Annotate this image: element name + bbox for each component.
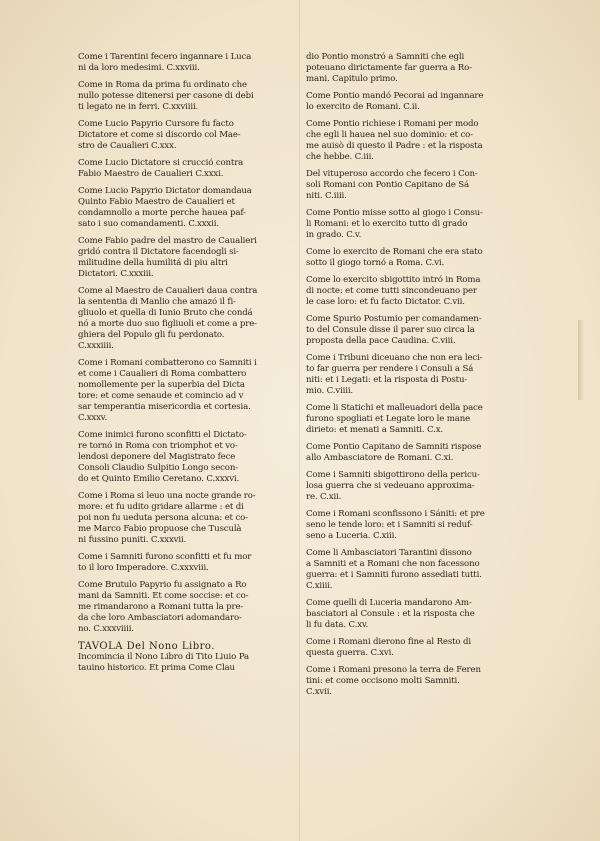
toc-entry-line: nullo potesse ditenersi per casone di debi: [78, 91, 254, 101]
toc-entry-line: Consoli Claudio Sulpitio Longo secon-: [78, 463, 238, 473]
toc-entry-line: furono spogliati et Legate loro le mane: [306, 414, 471, 424]
toc-entry-line: sato i suo comandamenti. C.xxxii.: [78, 219, 219, 229]
toc-entry-line: niti. C.iiii.: [306, 191, 347, 201]
toc-entry: [306, 91, 512, 113]
toc-entry-line: proposta della pace Caudina. C.viii.: [306, 336, 456, 346]
toc-entry-line: no. C.xxxviiii.: [78, 624, 134, 634]
toc-entry-line: Come Lucio Dictatore si crucció contra: [78, 158, 244, 168]
toc-entry: [306, 208, 512, 241]
incipit-line: Incomincia il Nono Libro di Tito Liuio Pa: [78, 652, 249, 662]
toc-entry: [306, 637, 512, 659]
toc-entry-line: Come inimici furono sconfitti el Dictato-: [78, 430, 247, 440]
toc-entry: [306, 548, 512, 592]
toc-entry-line: Come al Maestro de Caualieri daua contra: [78, 286, 258, 296]
toc-entry-line: Come Spurio Postumio per comandamen-: [306, 314, 482, 324]
toc-entry: [78, 119, 290, 152]
toc-entry-line: guerra: et i Samniti furono assediati tutti.: [306, 570, 482, 580]
toc-entry-line: che egli li hauea nel suo dominio: et co-: [306, 130, 473, 140]
toc-entry-line: Come i Samniti furono sconfitti et fu mor: [78, 552, 252, 562]
toc-entry-line: dio Pontio monstró a Samniti che egli: [306, 52, 465, 62]
toc-entry-line: che hebbe. C.iii.: [306, 152, 374, 162]
toc-entry: [306, 353, 512, 397]
toc-entry-line: niti: et i Legati: et la risposta di Postu-: [306, 375, 468, 385]
toc-entry-line: to far guerra per rendere i Consuli a Sá: [306, 364, 474, 374]
toc-entry-line: nó a morte duo suo figliuoli et come a pre-: [78, 319, 257, 329]
toc-entry: [306, 442, 512, 464]
toc-entry: [78, 158, 290, 180]
toc-entry-line: Come Pontio misse sotto al giogo i Consu-: [306, 208, 483, 218]
toc-entry-line: seno a Luceria. C.xiii.: [306, 531, 397, 541]
toc-entry-line: lo exercito de Romani. C.ii.: [306, 102, 420, 112]
toc-entry-line: me auisò di questo il Padre : et la risposta: [306, 141, 483, 151]
toc-entry: [306, 403, 512, 436]
toc-entry: [78, 52, 290, 74]
toc-entry: [78, 186, 290, 230]
toc-entry-line: Come i Romani sconfissono i Sániti: et pre: [306, 509, 485, 519]
toc-entry-line: Quinto Fabio Maestro de Caualieri et: [78, 197, 235, 207]
toc-entry-line: a Samniti et a Romani che non facessono: [306, 559, 480, 569]
toc-entry-line: Come Pontio richiese i Romani per modo: [306, 119, 479, 129]
toc-entry-line: seno le tende loro: et i Samniti si reduf-: [306, 520, 473, 530]
toc-entry-line: li fu data. C.xv.: [306, 620, 369, 630]
toc-entry-line: to il loro Imperadore. C.xxxviii.: [78, 563, 209, 573]
toc-entry-line: Come Pontio mandó Pecorai ad ingannare: [306, 91, 484, 101]
edge-stain: [578, 320, 584, 400]
toc-entry-line: mio. C.viiii.: [306, 386, 354, 396]
toc-entry-line: re. C.xii.: [306, 492, 342, 502]
toc-entry-line: more: et fu udito gridare allarme : et di: [78, 502, 244, 512]
toc-entry-line: la sententia di Manlio che amazó il fi-: [78, 297, 236, 307]
toc-entry-line: Come i Roma si leuo una nocte grande ro-: [78, 491, 256, 501]
toc-entry-line: Come quelli di Luceria mandarono Am-: [306, 598, 472, 608]
toc-entry: [306, 470, 512, 503]
toc-entry-line: Come i Samniti sbigottirono della pericu-: [306, 470, 480, 480]
toc-entry-line: Come li Ambasciatori Tarantini dissono: [306, 548, 472, 558]
toc-entry: [306, 52, 512, 85]
toc-entry: [78, 491, 290, 546]
toc-entry-line: gliuolo et quella di Iunio Bruto che condá: [78, 308, 253, 318]
incipit: [78, 652, 290, 674]
toc-entry-line: tore: et come senaude et comincio ad v: [78, 391, 244, 401]
toc-entry-line: Come li Statichi et malleuadori della pace: [306, 403, 483, 413]
toc-entry: [306, 509, 512, 542]
toc-entry-line: sar temperantia misericordia et cortesia.: [78, 402, 251, 412]
toc-entry-line: Come lo exercito de Romani che era stato: [306, 247, 483, 257]
toc-entry-line: mani. Capitulo primo.: [306, 74, 398, 84]
toc-entry: [78, 286, 290, 352]
toc-entry: [306, 314, 512, 347]
toc-entry-line: me rimandarono a Romani tutta la pre-: [78, 602, 244, 612]
book-heading: TAVOLA Del Nono Libro.: [78, 641, 215, 652]
toc-entry-line: in grado. C.v.: [306, 230, 362, 240]
toc-entry-line: Come i Tribuni diceuano che non era leci-: [306, 353, 483, 363]
toc-entry-line: re tornó in Roma con triomphot et vo-: [78, 441, 238, 451]
page-fold: [299, 0, 300, 841]
toc-entry: [306, 119, 512, 163]
toc-entry-line: nomollemente per la superbia del Dicta: [78, 380, 245, 390]
toc-entry-line: Come i Tarentini fecero ingannare i Luca: [78, 52, 252, 62]
toc-entry-line: basciatori al Consule : et la risposta che: [306, 609, 475, 619]
right-column: [306, 52, 512, 704]
toc-entry-line: mani da Samniti. Et come soccise: et co-: [78, 591, 249, 601]
toc-entry-line: Come lo exercito sbigottito intró in Roma: [306, 275, 481, 285]
incipit-line: tauino historico. Et prima Come Clau: [78, 663, 235, 673]
toc-entry-line: di nocte: et come tutti sincondeuano per: [306, 286, 477, 296]
toc-entry-line: poi non fu ueduta persona alcuna: et co-: [78, 513, 248, 523]
toc-entry-line: losa guerra che si vedeuano approxima-: [306, 481, 475, 491]
toc-entry: [78, 552, 290, 574]
toc-entry-line: C.xiiii.: [306, 581, 333, 591]
toc-entry: [306, 665, 512, 698]
toc-entry-line: Come i Romani dierono fine al Resto di: [306, 637, 471, 647]
toc-entry-line: Come Pontio Capitano de Samniti rispose: [306, 442, 482, 452]
toc-entry-line: gridó contra il Dictatore facendogli si-: [78, 247, 239, 257]
toc-entry-line: allo Ambasciatore de Romani. C.xi.: [306, 453, 454, 463]
toc-entry-line: ti legato ne in ferri. C.xxviiii.: [78, 102, 199, 112]
toc-entry-line: Dictatore et come si discordo col Mae-: [78, 130, 241, 140]
toc-entry-line: Come Fabio padre del mastro de Caualieri: [78, 236, 257, 246]
toc-entry-line: le case loro: et fu facto Dictator. C.vii.: [306, 297, 465, 307]
toc-entry-line: Come i Romani presono la terra de Feren: [306, 665, 481, 675]
toc-entry-line: Come Lucio Papyrio Cursore fu facto: [78, 119, 234, 129]
toc-entry-line: C.xxxiiii.: [78, 341, 114, 351]
left-column: [78, 52, 290, 680]
toc-entry-line: da che loro Ambasciatori adomandaro-: [78, 613, 242, 623]
toc-entry-line: lendosi deponere del Magistrato fece: [78, 452, 236, 462]
toc-entry-line: do et Quinto Emilio Ceretano. C.xxxvi.: [78, 474, 240, 484]
toc-entry-line: stro de Caualieri C.xxx.: [78, 141, 177, 151]
toc-entry-line: li Romani: et lo exercito tutto di grado: [306, 219, 468, 229]
toc-entry: [306, 598, 512, 631]
toc-entry: [78, 430, 290, 485]
toc-entry-line: soli Romani con Pontio Capitano de Sá: [306, 180, 469, 190]
toc-entry: [78, 580, 290, 635]
toc-entry-line: poteuano dirictamente far guerra a Ro-: [306, 63, 472, 73]
toc-entry-line: Fabio Maestro de Caualieri C.xxxi.: [78, 169, 224, 179]
toc-entry: [306, 275, 512, 308]
toc-entry-line: ni da loro medesimi. C.xxviii.: [78, 63, 200, 73]
toc-entry: [306, 169, 512, 202]
toc-entry-line: questa guerra. C.xvi.: [306, 648, 394, 658]
toc-entry-line: tini: et come occisono molti Samniti.: [306, 676, 460, 686]
toc-entry-line: C.xvii.: [306, 687, 332, 697]
toc-entry-line: Dictatori. C.xxxiii.: [78, 269, 154, 279]
toc-entry-line: condamnollo a morte perche hauea paf-: [78, 208, 246, 218]
toc-entry-line: Come i Romani combatterono co Samniti i: [78, 358, 257, 368]
toc-entry-line: sotto il giogo tornó a Roma. C.vi.: [306, 258, 445, 268]
toc-entry: [78, 236, 290, 280]
toc-entry: [78, 80, 290, 113]
toc-entry-line: militudine della humilitá di piu altri: [78, 258, 228, 268]
toc-entry-line: C.xxxv.: [78, 413, 108, 423]
toc-entry-line: ghiera del Populo gli fu perdonato.: [78, 330, 225, 340]
toc-entry-line: ni fussino puniti. C.xxxvii.: [78, 535, 187, 545]
toc-entry-line: Come Lucio Papyrio Dictator domandaua: [78, 186, 252, 196]
toc-entry-line: me Marco Fabio propuose che Tusculà: [78, 524, 242, 534]
toc-entry-line: Come Brutulo Papyrio fu assignato a Ro: [78, 580, 247, 590]
toc-entry: [78, 358, 290, 424]
toc-entry-line: Come in Roma da prima fu ordinato che: [78, 80, 247, 90]
toc-entry-line: et come i Caualieri di Roma combattero: [78, 369, 247, 379]
toc-entry: [306, 247, 512, 269]
toc-entry-line: to del Consule disse il parer suo circa la: [306, 325, 475, 335]
toc-entry-line: Del vituperoso accordo che fecero i Con-: [306, 169, 478, 179]
toc-entry-line: dirieto: et menati a Samniti. C.x.: [306, 425, 443, 435]
